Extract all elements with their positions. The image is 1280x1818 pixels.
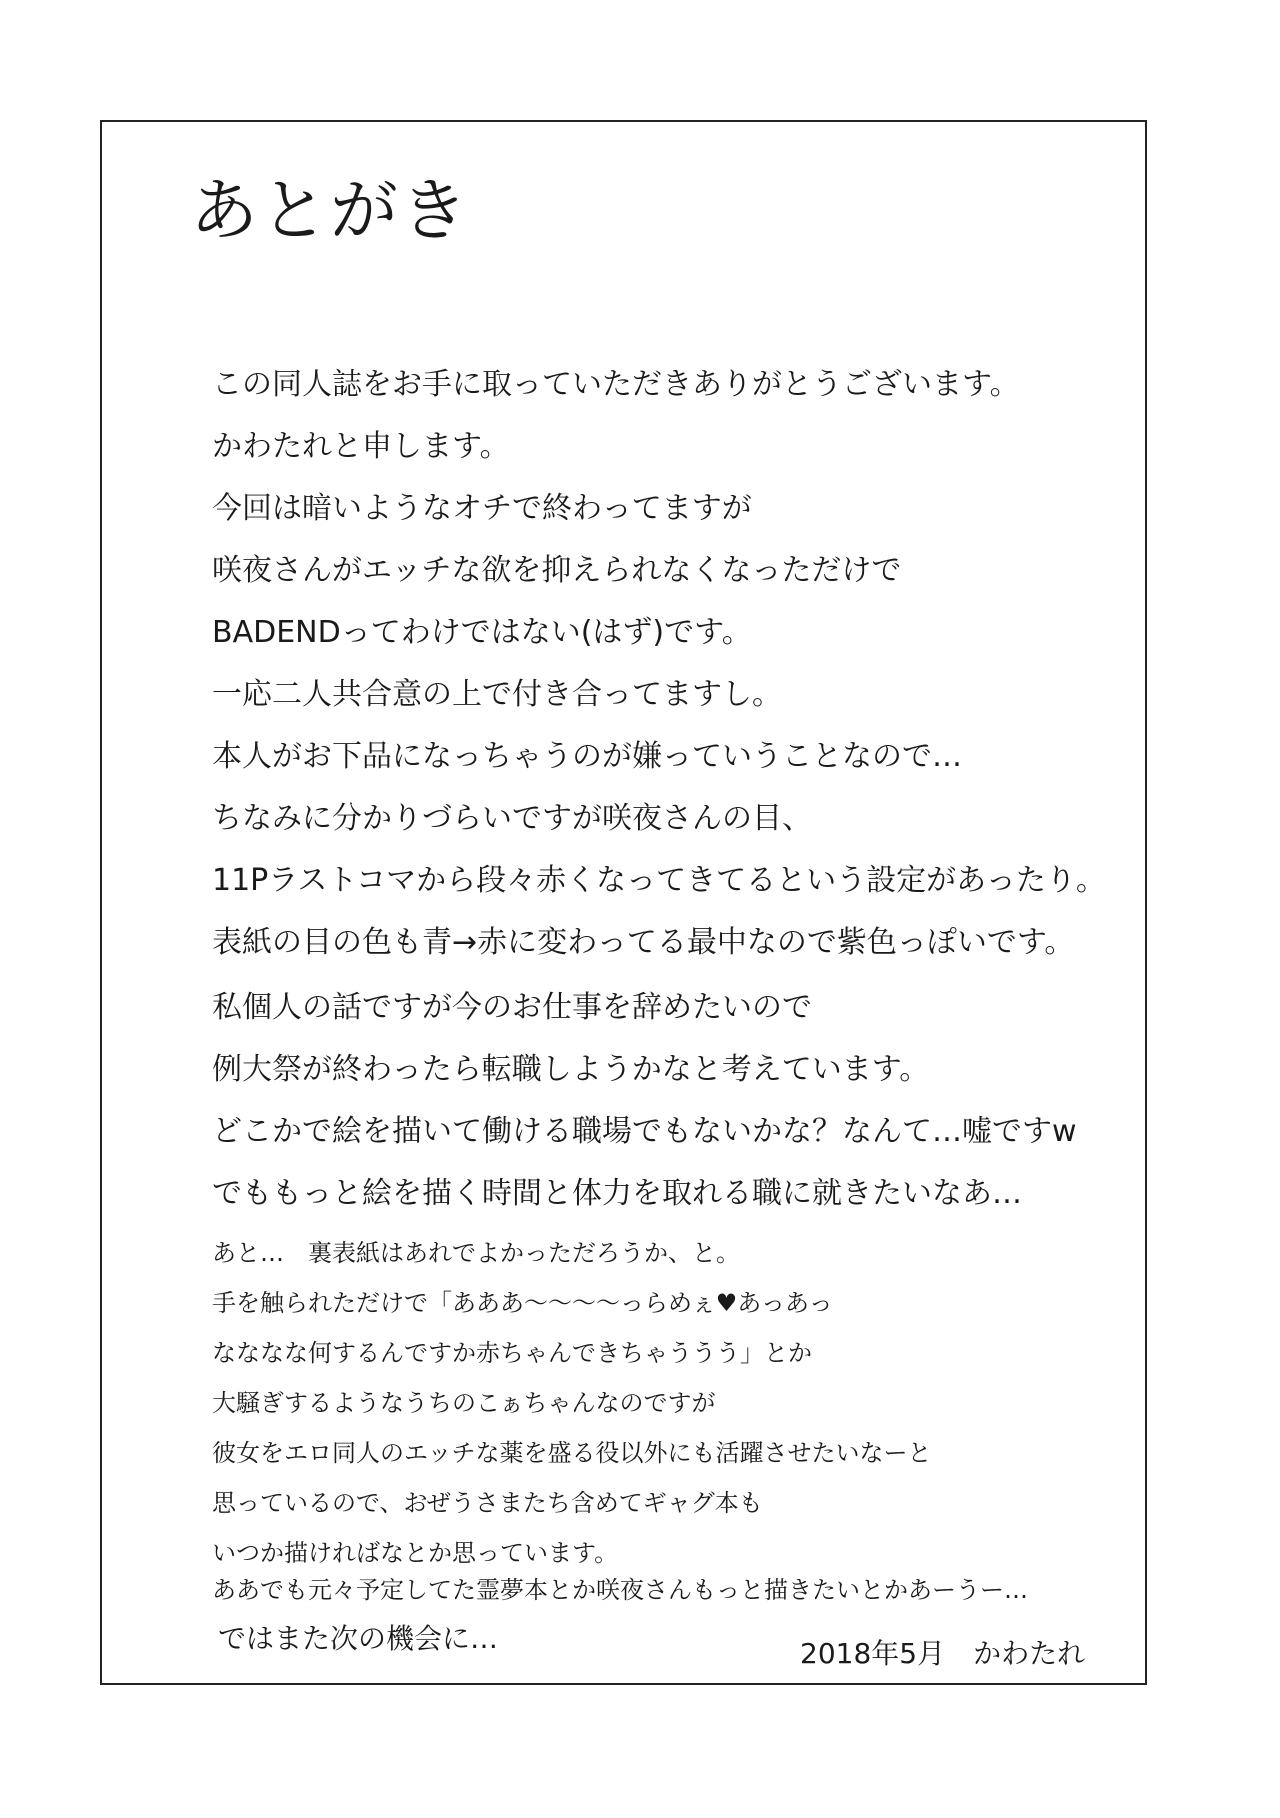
body-line: 思っているので、おぜうさまたち含めてギャグ本も (212, 1489, 763, 1517)
body-line: どこかで絵を描いて働ける職場でもないかな？なんて…嘘ですw (212, 1114, 1077, 1149)
body-line: 本人がお下品になっちゃうのが嫌っていうことなので… (212, 739, 962, 774)
body-line: いつか描ければなとか思っています。 (212, 1539, 619, 1567)
body-line: ちなみに分かりづらいですが咲夜さんの目、 (212, 801, 812, 836)
body-line: なななな何するんですか赤ちゃんできちゃううう」とか (212, 1339, 812, 1367)
signature: 2018年5月 かわたれ (800, 1637, 1086, 1670)
body-line: でももっと絵を描く時間と体力を取れる職に就きたいなあ… (212, 1176, 1022, 1211)
body-line: この同人誌をお手に取っていただきありがとうございます。 (212, 367, 1020, 402)
body-line: あと… 裏表紙はあれでよかっただろうか、と。 (212, 1239, 740, 1267)
body-line: 一応二人共合意の上で付き合ってますし。 (212, 677, 782, 712)
body-line: 彼女をエロ同人のエッチな薬を盛る役以外にも活躍させたいなーと (212, 1439, 932, 1467)
body-line: 大騒ぎするようなうちのこぁちゃんなのですが (212, 1389, 716, 1417)
body-line: かわたれと申します。 (212, 429, 510, 464)
body-line: 例大祭が終わったら転職しようかなと考えています。 (212, 1052, 930, 1087)
body-line: 11Pラストコマから段々赤くなってきてるという設定があったり。 (212, 863, 1106, 898)
body-line: 私個人の話ですが今のお仕事を辞めたいので (212, 990, 812, 1025)
body-line: BADENDってわけではない(はず)です。 (212, 615, 752, 650)
body-line: 手を触られただけで「あああ～～～～っらめぇ♥あっあっ (212, 1289, 833, 1317)
body-line: 咲夜さんがエッチな欲を抑えられなくなっただけで (212, 553, 902, 588)
body-line: 今回は暗いようなオチで終わってますが (212, 491, 752, 526)
page-title: あとがき (190, 172, 471, 251)
body-line: ああでも元々予定してた霊夢本とか咲夜さんもっと描きたいとかあーうー… (212, 1576, 1028, 1604)
body-line: 表紙の目の色も青→赤に変わってる最中なので紫色っぽいです。 (212, 925, 1075, 960)
closing-line: ではまた次の機会に… (218, 1622, 499, 1655)
